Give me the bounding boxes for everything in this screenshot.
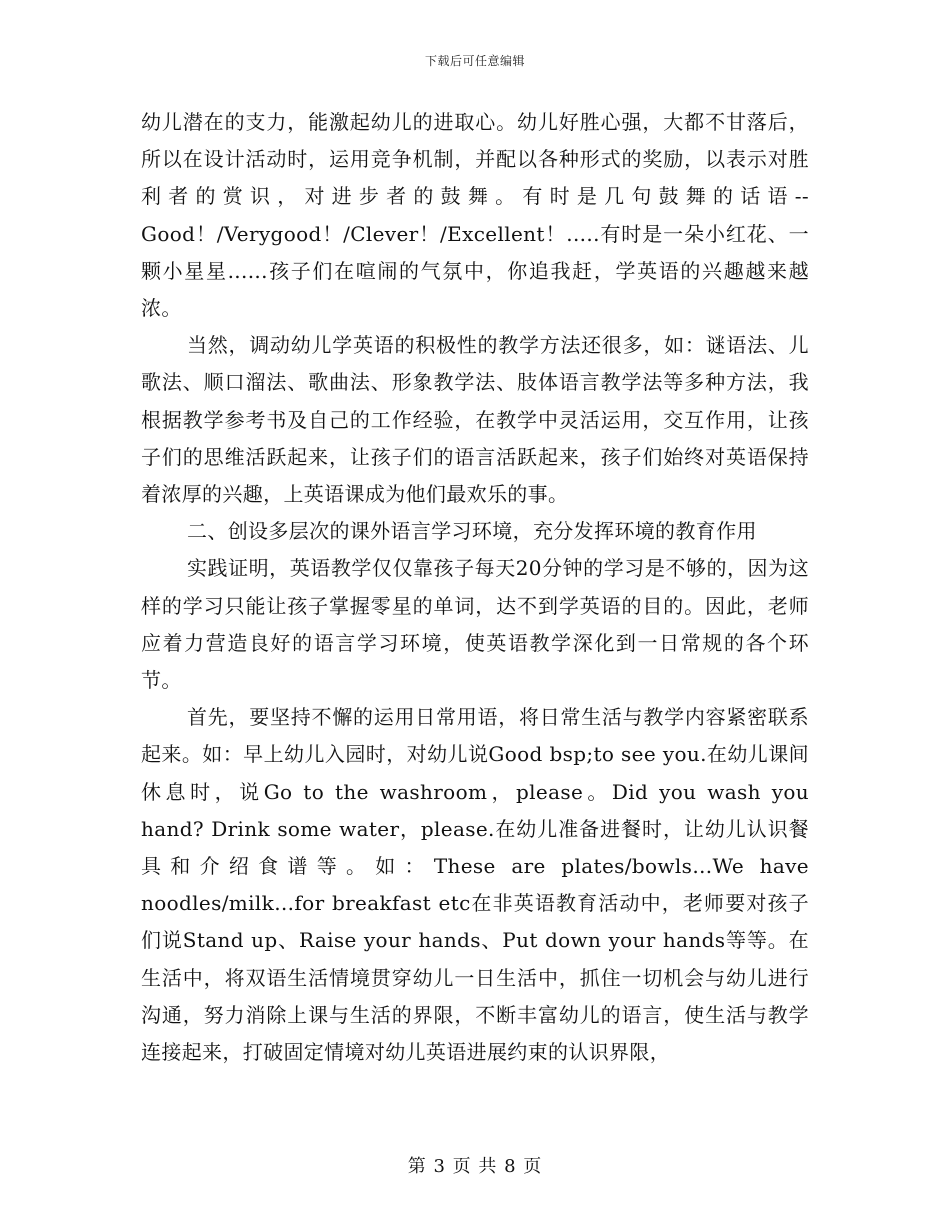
page-header: 下载后可任意编辑 (424, 54, 525, 68)
paragraph-4: 首先，要坚持不懈的运用日常用语，将日常生活与教学内容紧密联系起来。如：早上幼儿入园时，对幼儿说Good bsp;to see you.在幼儿课间休息时，说Go to the washroom，please。Did you wash you hand? Drink some water，please.在幼儿准备进餐时，让幼儿认识餐具和介绍食谱等。如：These are plates/bowls…We have noodles/milk…for breakfast etc在非英语教育活动中，老师要对孩子们说Stand up、Raise your hands、Put down your hands等等。在生活中，将双语生活情境贯穿幼儿一日生活中，抓住一切机会与幼儿进行沟通，努力消除上课与生活的界限，不断丰富幼儿的语言，使生活与教学连接起来，打破固定情境对幼儿英语进展约束的认识界限， (141, 705, 809, 1065)
paragraph-3: 实践证明，英语教学仅仅靠孩子每天20分钟的学习是不够的，因为这样的学习只能让孩子掌握零星的单词，达不到学英语的目的。因此，老师应着力营造良好的语言学习环境，使英语教学深化到一日常规的各个环节。 (141, 556, 809, 693)
paragraph-1: 幼儿潜在的支力，能激起幼儿的进取心。幼儿好胜心强，大都不甘落后，所以在设计活动时，运用竞争机制，并配以各种形式的奖励，以表示对胜利者的赏识，对进步者的鼓舞。有时是几句鼓舞的话语--Good！/Verygood！/Clever！/Excellent！.....有时是一朵小红花、一颗小星星......孩子们在喧闹的气氛中，你追我赶，学英语的兴趣越来越浓。 (141, 110, 809, 321)
section-heading: 二、创设多层次的课外语言学习环境，充分发挥环境的教育作用 (187, 519, 757, 544)
page-number: 第 3 页 共 8 页 (407, 1156, 543, 1177)
document-body (141, 104, 809, 1071)
paragraph-2: 当然，调动幼儿学英语的积极性的教学方法还很多，如：谜语法、儿歌法、顺口溜法、歌曲法、形象教学法、肢体语言教学法等多种方法，我根据教学参考书及自己的工作经验，在教学中灵活运用，交互作用，让孩子们的思维活跃起来，让孩子们的语言活跃起来，孩子们始终对英语保持着浓厚的兴趣，上英语课成为他们最欢乐的事。 (141, 333, 809, 507)
